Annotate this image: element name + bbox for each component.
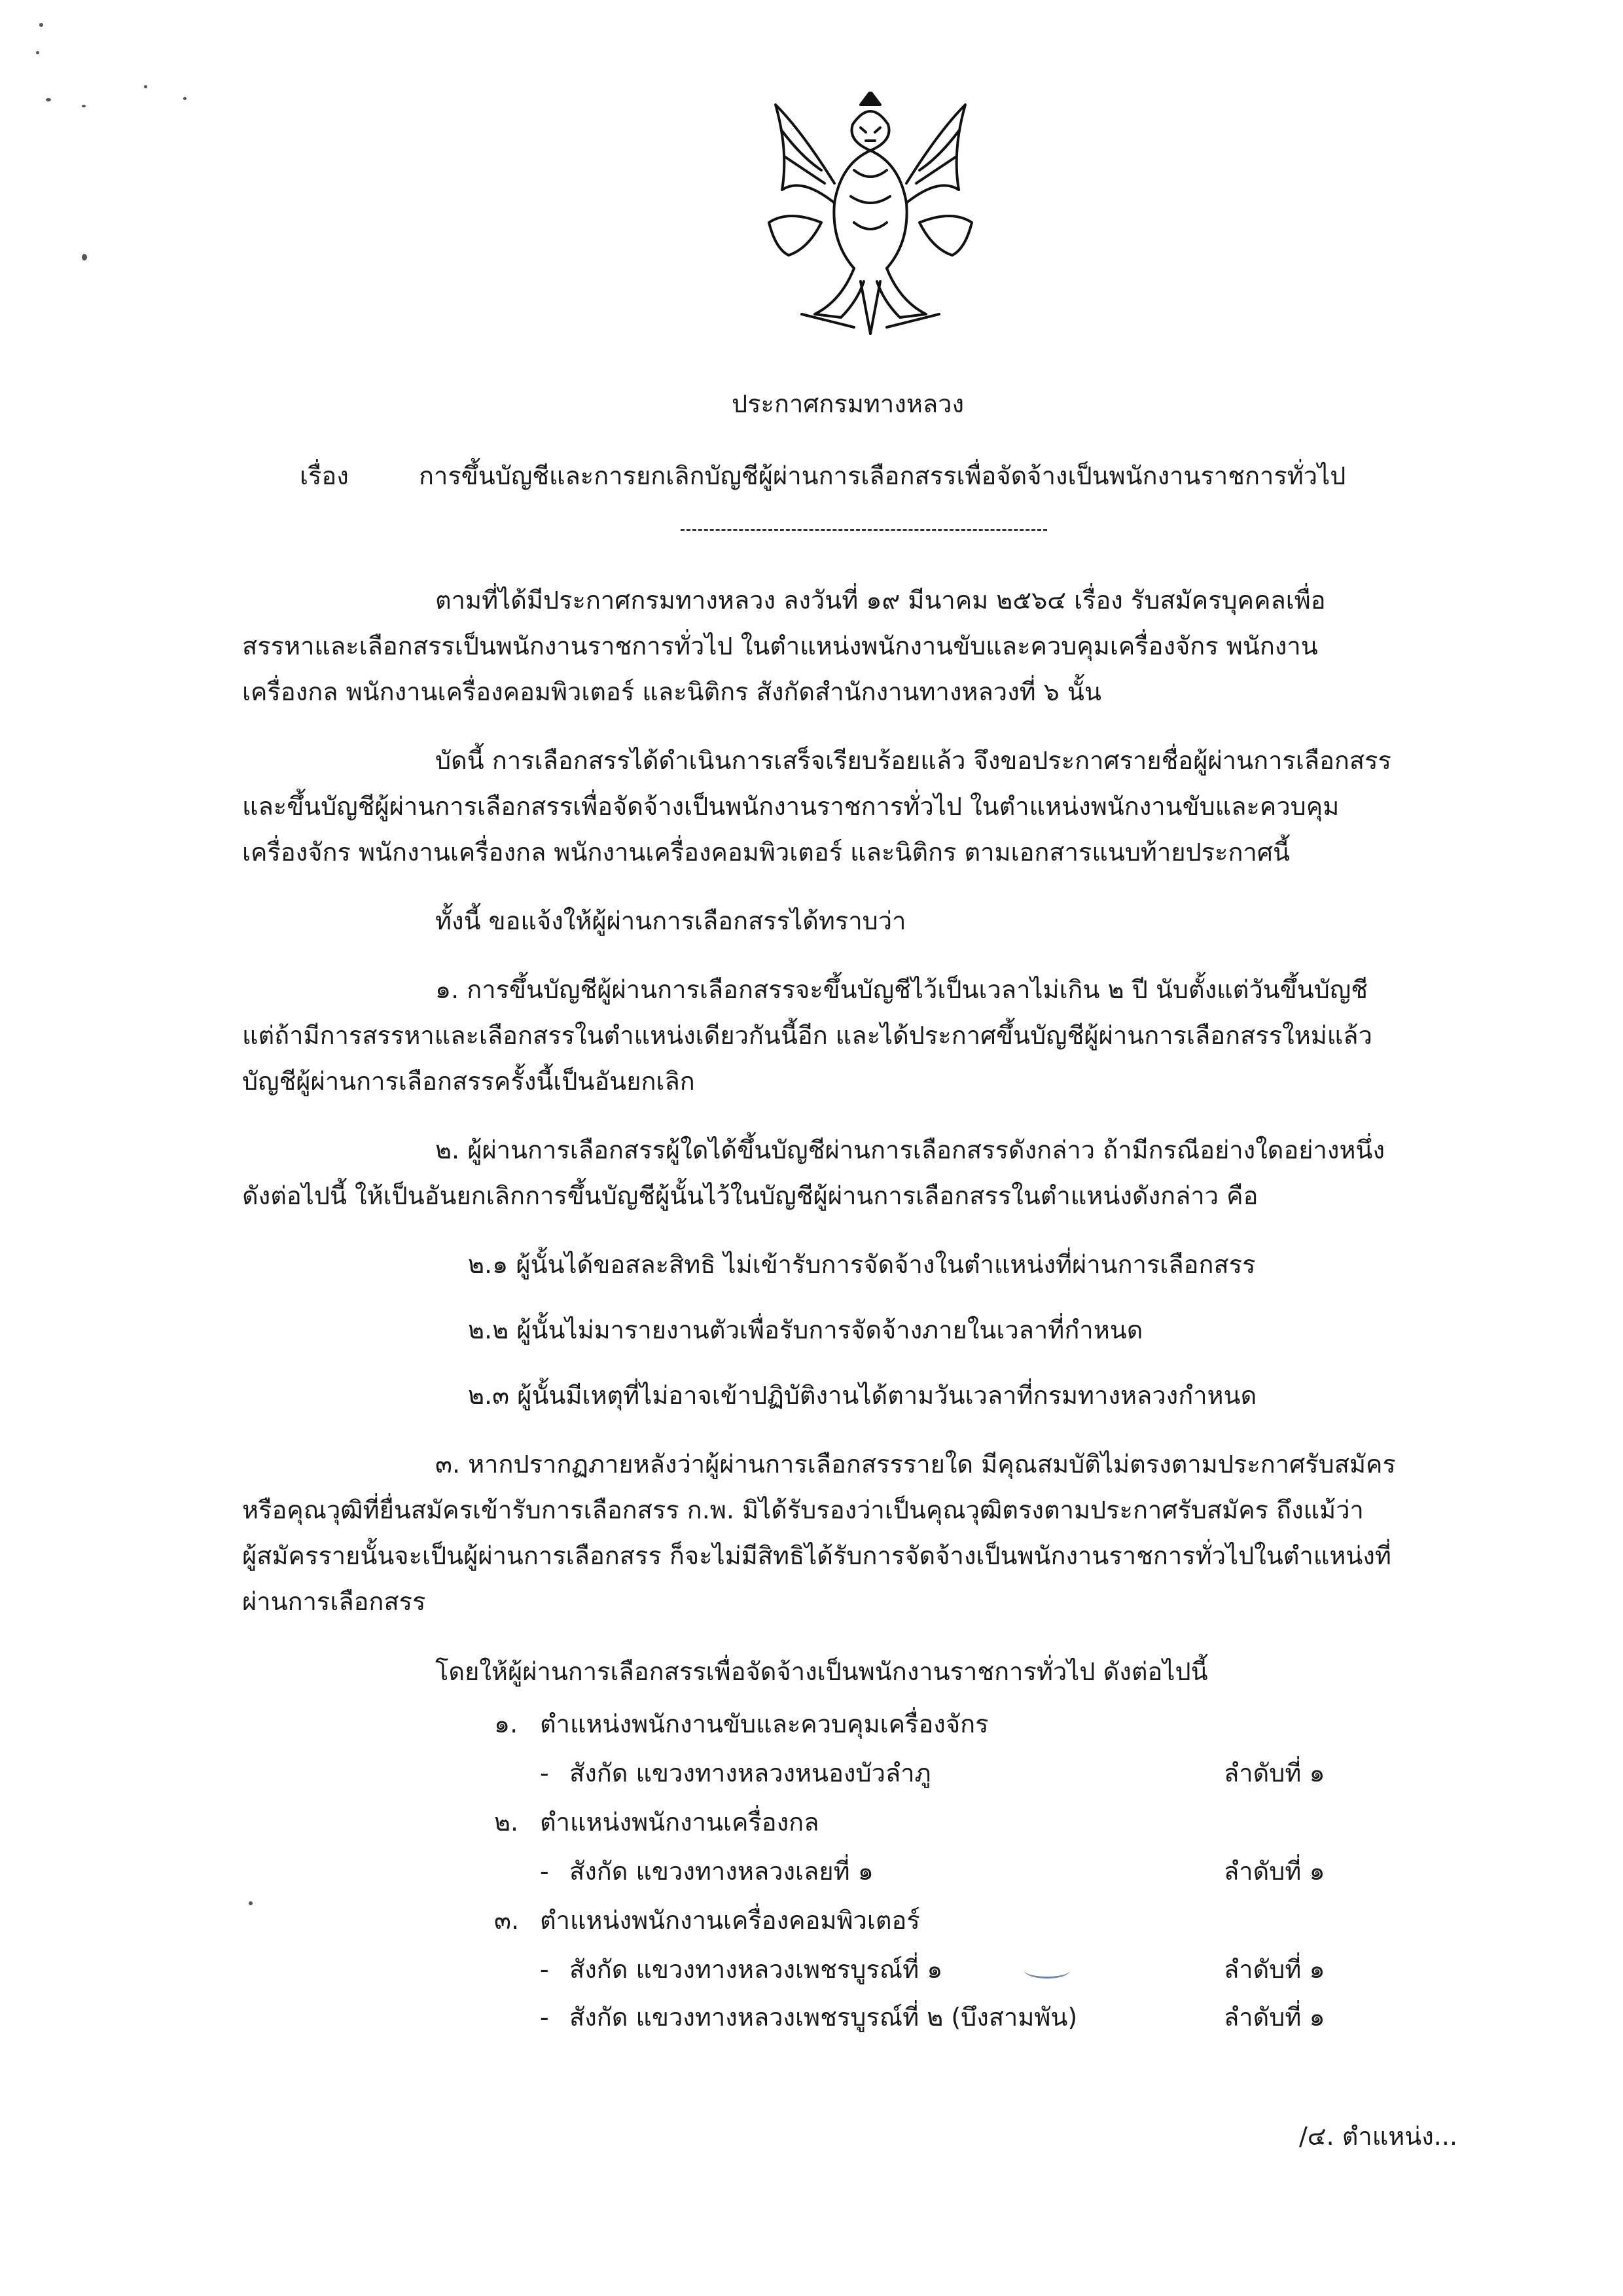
- paragraph-line: บัญชีผู้ผ่านการเลือกสรรครั้งนี้เป็นอันยกเลิก: [242, 1067, 695, 1096]
- garuda-emblem-icon: [762, 92, 978, 340]
- announcement-title: ประกาศกรมทางหลวง: [732, 389, 965, 418]
- unit-name: สังกัด แขวงทางหลวงเพชรบูรณ์ที่ ๒ (บึงสามพัน): [569, 2003, 1078, 2032]
- paragraph-line: แต่ถ้ามีการสรรหาและเลือกสรรในตำแหน่งเดียวกันนี้อีก และได้ประกาศขึ้นบัญชีผู้ผ่านการเลือกสรรใหม่แล้ว: [242, 1021, 1372, 1050]
- unit-dash: -: [540, 1759, 549, 1787]
- scan-speck: [39, 23, 43, 27]
- scan-speck: [36, 51, 39, 54]
- paragraph-line: ๓. หากปรากฏภายหลังว่าผู้ผ่านการเลือกสรรรายใด มีคุณสมบัติไม่ตรงตามประกาศรับสมัคร: [435, 1450, 1396, 1479]
- paragraph-line: ๑. การขึ้นบัญชีผู้ผ่านการเลือกสรรจะขึ้นบัญชีไว้เป็นเวลาไม่เกิน ๒ ปี นับตั้งแต่วันขึ้นบัญชี: [435, 975, 1368, 1004]
- paragraph-line: ดังต่อไปนี้ ให้เป็นอันยกเลิกการขึ้นบัญชีผู้นั้นไว้ในบัญชีผู้ผ่านการเลือกสรรในตำแหน่งดังกล่าว คือ: [242, 1181, 1258, 1210]
- paragraph-line: เครื่องกล พนักงานเครื่องคอมพิวเตอร์ และนิติกร สังกัดสำนักงานทางหลวงที่ ๖ นั้น: [242, 677, 1101, 706]
- unit-rank: ลำดับที่ ๑: [1224, 2003, 1325, 2032]
- position-number: ๒.: [494, 1808, 519, 1837]
- subject-label: เรื่อง: [300, 461, 349, 490]
- unit-dash: -: [540, 1857, 549, 1886]
- unit-dash: -: [540, 1955, 549, 1984]
- unit-name: สังกัด แขวงทางหลวงเพชรบูรณ์ที่ ๑: [569, 1955, 943, 1984]
- position-title: ตำแหน่งพนักงานขับและควบคุมเครื่องจักร: [540, 1710, 989, 1738]
- paragraph-line: หรือคุณวุฒิที่ยื่นสมัครเข้ารับการเลือกสรร ก.พ. มิได้รับรองว่าเป็นคุณวุฒิตรงตามประกาศรับสมัคร ถึงแม้ว่า: [242, 1496, 1364, 1524]
- subitem-line: ๒.๑ ผู้นั้นได้ขอสละสิทธิ ไม่เข้ารับการจัดจ้างในตำแหน่งที่ผ่านการเลือกสรร: [468, 1250, 1256, 1279]
- page-continuation: /๔. ตำแหน่ง...: [1299, 2122, 1458, 2151]
- position-title: ตำแหน่งพนักงานเครื่องคอมพิวเตอร์: [540, 1906, 920, 1935]
- pen-mark: [1024, 1962, 1070, 1979]
- position-number: ๓.: [494, 1906, 520, 1935]
- unit-rank: ลำดับที่ ๑: [1224, 1857, 1325, 1886]
- paragraph-line: ผ่านการเลือกสรร: [242, 1587, 426, 1616]
- paragraph-line: บัดนี้ การเลือกสรรได้ดำเนินการเสร็จเรียบร้อยแล้ว จึงขอประกาศรายชื่อผู้ผ่านการเลือกสรร: [435, 746, 1391, 775]
- scan-speck: [82, 105, 86, 107]
- scan-speck: [183, 97, 187, 100]
- scan-speck: [82, 254, 87, 260]
- subject-text: การขึ้นบัญชีและการยกเลิกบัญชีผู้ผ่านการเลือกสรรเพื่อจัดจ้างเป็นพนักงานราชการทั่วไป: [419, 461, 1346, 490]
- paragraph-line: เครื่องจักร พนักงานเครื่องกล พนักงานเครื่องคอมพิวเตอร์ และนิติกร ตามเอกสารแนบท้ายประกาศนี้: [242, 838, 1290, 867]
- scan-speck: [46, 98, 51, 101]
- unit-rank: ลำดับที่ ๑: [1224, 1955, 1325, 1984]
- title-divider: [681, 529, 1047, 531]
- position-title: ตำแหน่งพนักงานเครื่องกล: [540, 1808, 819, 1837]
- unit-name: สังกัด แขวงทางหลวงเลยที่ ๑: [569, 1857, 874, 1886]
- subitem-line: ๒.๒ ผู้นั้นไม่มารายงานตัวเพื่อรับการจัดจ้างภายในเวลาที่กำหนด: [468, 1316, 1143, 1344]
- unit-rank: ลำดับที่ ๑: [1224, 1759, 1325, 1787]
- paragraph-line: ตามที่ได้มีประกาศกรมทางหลวง ลงวันที่ ๑๙ มีนาคม ๒๕๖๔ เรื่อง รับสมัครบุคคลเพื่อ: [435, 586, 1326, 615]
- position-number: ๑.: [494, 1710, 518, 1738]
- list-intro: โดยให้ผู้ผ่านการเลือกสรรเพื่อจัดจ้างเป็นพนักงานราชการทั่วไป ดังต่อไปนี้: [435, 1657, 1208, 1686]
- paragraph-line: ผู้สมัครรายนั้นจะเป็นผู้ผ่านการเลือกสรร ก็จะไม่มีสิทธิได้รับการจัดจ้างเป็นพนักงานราชการทั่วไปในตำแหน่งที่: [242, 1541, 1391, 1570]
- paragraph-line: ทั้งนี้ ขอแจ้งให้ผู้ผ่านการเลือกสรรได้ทราบว่า: [435, 906, 906, 935]
- scan-speck: [249, 1901, 253, 1905]
- paragraph-line: และขึ้นบัญชีผู้ผ่านการเลือกสรรเพื่อจัดจ้างเป็นพนักงานราชการทั่วไป ในตำแหน่งพนักงานขับและควบคุม: [242, 792, 1340, 821]
- subitem-line: ๒.๓ ผู้นั้นมีเหตุที่ไม่อาจเข้าปฏิบัติงานได้ตามวันเวลาที่กรมทางหลวงกำหนด: [468, 1381, 1257, 1410]
- scan-speck: [144, 85, 147, 88]
- unit-name: สังกัด แขวงทางหลวงหนองบัวลำภู: [569, 1759, 931, 1787]
- unit-dash: -: [540, 2003, 549, 2032]
- paragraph-line: สรรหาและเลือกสรรเป็นพนักงานราชการทั่วไป ในตำแหน่งพนักงานขับและควบคุมเครื่องจักร พนักงาน: [242, 632, 1318, 660]
- paragraph-line: ๒. ผู้ผ่านการเลือกสรรผู้ใดได้ขึ้นบัญชีผ่านการเลือกสรรดังกล่าว ถ้ามีกรณีอย่างใดอย่างหนึ่ง: [435, 1136, 1385, 1164]
